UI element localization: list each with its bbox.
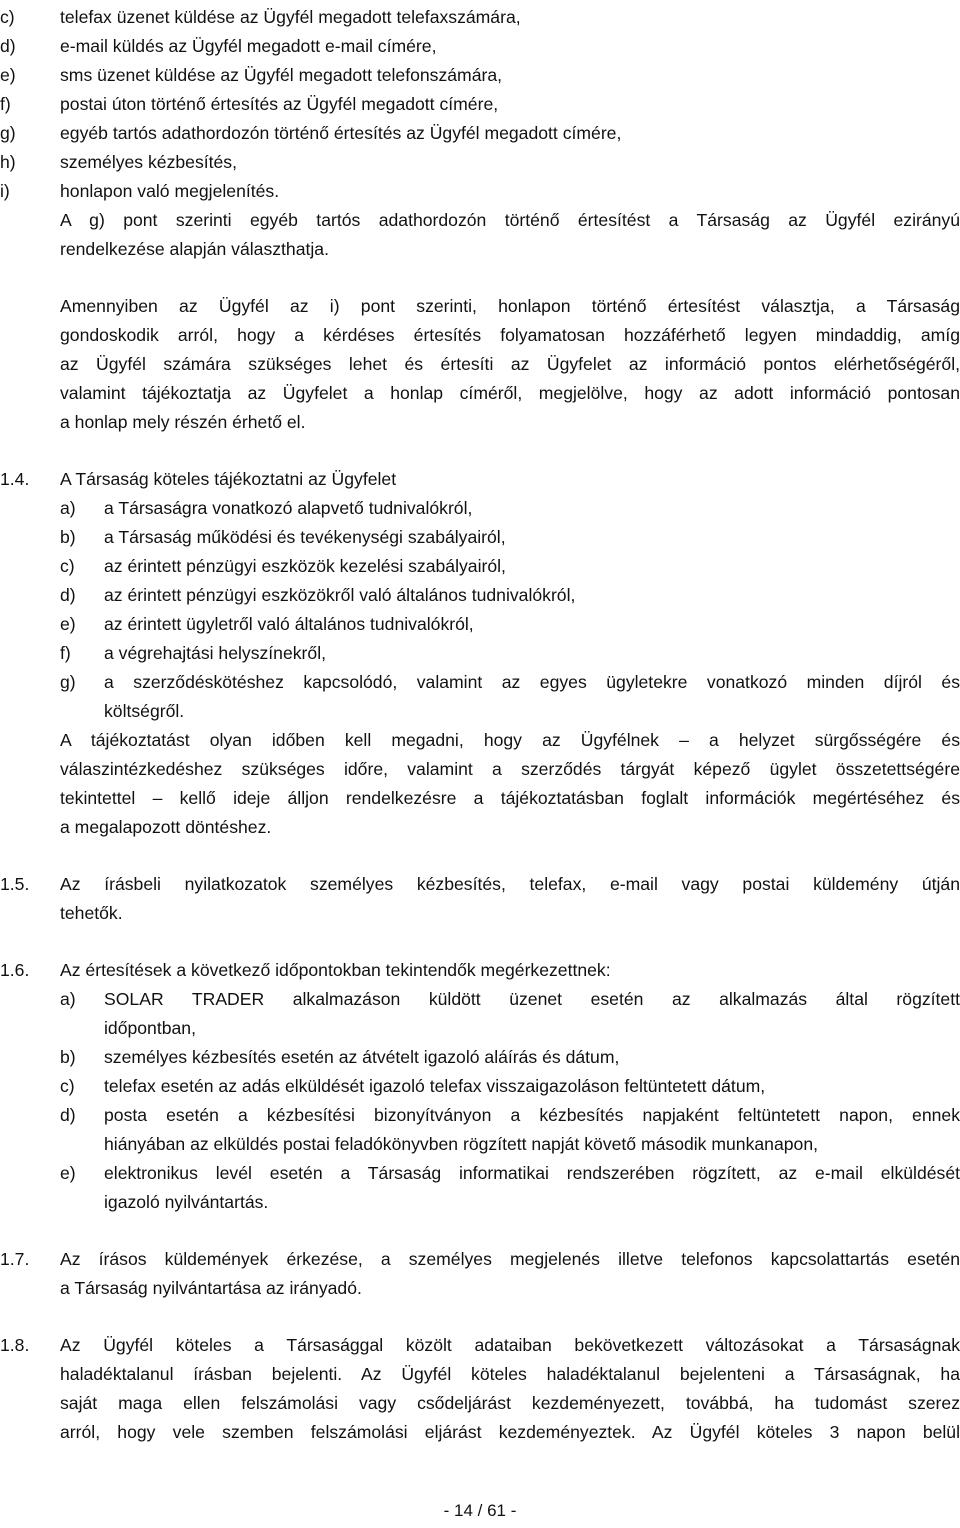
list-item-text: a Társaság működési és tevékenységi szabályairól, [104, 527, 506, 547]
list-item-text: sms üzenet küldése az Ügyfél megadott telefonszámára, [60, 65, 503, 85]
list-item-label: c) [60, 556, 75, 576]
list-item-label: f) [60, 643, 71, 663]
paragraph-line: az Ügyfél számára szükséges lehet és értesíti az Ügyfelet az információ pontos elérhetőségéről, [60, 354, 960, 374]
list-item-text: honlapon való megjelenítés. [60, 181, 280, 201]
list-item-label: e) [60, 1163, 76, 1183]
list-item-label: b) [60, 1047, 76, 1067]
list-item-label: c) [60, 1076, 75, 1096]
list-item-label: f) [0, 94, 11, 114]
list-item-text: telefax üzenet küldése az Ügyfél megadott telefaxszámára, [60, 7, 521, 27]
list-item-label: a) [60, 989, 76, 1009]
paragraph-line: gondoskodik arról, hogy a kérdéses értesítés folyamatosan hozzáférhető legyen mindaddig, amíg [60, 325, 960, 345]
paragraph-line: arról, hogy vele szemben felszámolási eljárást kezdeményeztek. Az Ügyfél köteles 3 napon belül [60, 1422, 960, 1442]
paragraph-line: rendelkezése alapján választhatja. [60, 239, 329, 259]
paragraph-line: a honlap mely részén érhető el. [60, 412, 306, 432]
list-item-text: az érintett ügyletről való általános tudnivalókról, [104, 614, 474, 634]
list-item-text: igazoló nyilvántartás. [104, 1192, 269, 1212]
list-item-text: az érintett pénzügyi eszközök kezelési szabályairól, [104, 556, 506, 576]
list-item-text: a szerződéskötéshez kapcsolódó, valamint az egyes ügyletekre vonatkozó minden díjról és [104, 672, 960, 692]
section-title: A Társaság köteles tájékoztatni az Ügyfelet [60, 469, 397, 489]
paragraph-line: Az írásbeli nyilatkozatok személyes kézbesítés, telefax, e-mail vagy postai küldemény útján [60, 874, 960, 894]
list-item-label: d) [60, 585, 76, 605]
list-item-label: e) [60, 614, 76, 634]
paragraph-line: Amennyiben az Ügyfél az i) pont szerinti, honlapon történő értesítést választja, a Társaság [60, 296, 960, 316]
section-number: 1.4. [0, 469, 30, 489]
list-item-label: e) [0, 65, 16, 85]
list-item-text: e-mail küldés az Ügyfél megadott e-mail címére, [60, 36, 437, 56]
list-item-text: személyes kézbesítés, [60, 152, 237, 172]
section-number: 1.8. [0, 1335, 30, 1355]
section-title: Az értesítések a következő időpontokban tekintendők megérkezettnek: [60, 960, 611, 980]
paragraph-line: tekintettel – kellő ideje álljon rendelkezésre a tájékoztatásban foglalt információk megértéséhez és [60, 788, 960, 808]
list-item-text: postai úton történő értesítés az Ügyfél megadott címére, [60, 94, 499, 114]
paragraph-line: tehetők. [60, 903, 123, 923]
section-number: 1.6. [0, 960, 30, 980]
paragraph-line: a Társaság nyilvántartása az irányadó. [60, 1278, 362, 1298]
page-number: - 14 / 61 - [443, 1501, 517, 1520]
list-item-text: a végrehajtási helyszínekről, [104, 643, 326, 663]
list-item-text: személyes kézbesítés esetén az átvételt igazoló aláírás és dátum, [104, 1047, 620, 1067]
list-item-label: i) [0, 181, 10, 201]
paragraph-line: a megalapozott döntéshez. [60, 817, 272, 837]
list-item-label: h) [0, 152, 16, 172]
list-item-text: telefax esetén az adás elküldését igazoló telefax visszaigazoláson feltüntetett dátum, [104, 1076, 766, 1096]
section-number: 1.7. [0, 1249, 30, 1269]
list-item-label: d) [60, 1105, 76, 1125]
paragraph-line: A g) pont szerinti egyéb tartós adathordozón történő értesítést a Társaság az Ügyfél ezirányú [60, 210, 960, 230]
list-item-label: g) [0, 123, 16, 143]
list-item-label: g) [60, 672, 76, 692]
list-item-label: c) [0, 7, 15, 27]
list-item-text: a Társaságra vonatkozó alapvető tudnivalókról, [104, 498, 473, 518]
paragraph-line: Az írásos küldemények érkezése, a személyes megjelenés illetve telefonos kapcsolattartás esetén [60, 1249, 960, 1269]
list-item-text: SOLAR TRADER alkalmazáson küldött üzenet esetén az alkalmazás által rögzített [104, 989, 960, 1009]
list-item-text: az érintett pénzügyi eszközökről való általános tudnivalókról, [104, 585, 576, 605]
list-item-label: a) [60, 498, 76, 518]
section-number: 1.5. [0, 874, 30, 894]
paragraph-line: válaszintézkedéshez szükséges időre, valamint a szerződés tárgyát képező ügylet összetettségére [60, 759, 960, 779]
list-item-label: d) [0, 36, 16, 56]
paragraph-line: saját maga ellen felszámolási vagy csődeljárást kezdeményezett, továbbá, ha tudomást szerez [60, 1393, 960, 1413]
list-item-text: egyéb tartós adathordozón történő értesítés az Ügyfél megadott címére, [60, 123, 622, 143]
list-item-text: elektronikus levél esetén a Társaság informatikai rendszerében rögzített, az e-mail elküldését [104, 1163, 960, 1183]
list-item-label: b) [60, 527, 76, 547]
paragraph-line: valamint tájékoztatja az Ügyfelet a honlap címéről, megjelölve, hogy az adott információ pontosan [60, 383, 960, 403]
paragraph-line: Az Ügyfél köteles a Társasággal közölt adataiban bekövetkezett változásokat a Társaságnak [60, 1335, 960, 1355]
list-item-text: időpontban, [104, 1018, 196, 1038]
paragraph-line: haladéktalanul írásban bejelenti. Az Ügyfél köteles haladéktalanul bejelenteni a Társaságnak, ha [60, 1364, 960, 1384]
list-item-text: költségről. [104, 701, 185, 721]
paragraph-line: A tájékoztatást olyan időben kell megadni, hogy az Ügyfélnek – a helyzet sürgősségére és [60, 730, 960, 750]
list-item-text: posta esetén a kézbesítési bizonyítványon a kézbesítés napjaként feltüntetett napon, ennek [104, 1105, 960, 1125]
list-item-text: hiányában az elküldés postai feladókönyvben rögzített napját követő második munkanapon, [104, 1134, 818, 1154]
